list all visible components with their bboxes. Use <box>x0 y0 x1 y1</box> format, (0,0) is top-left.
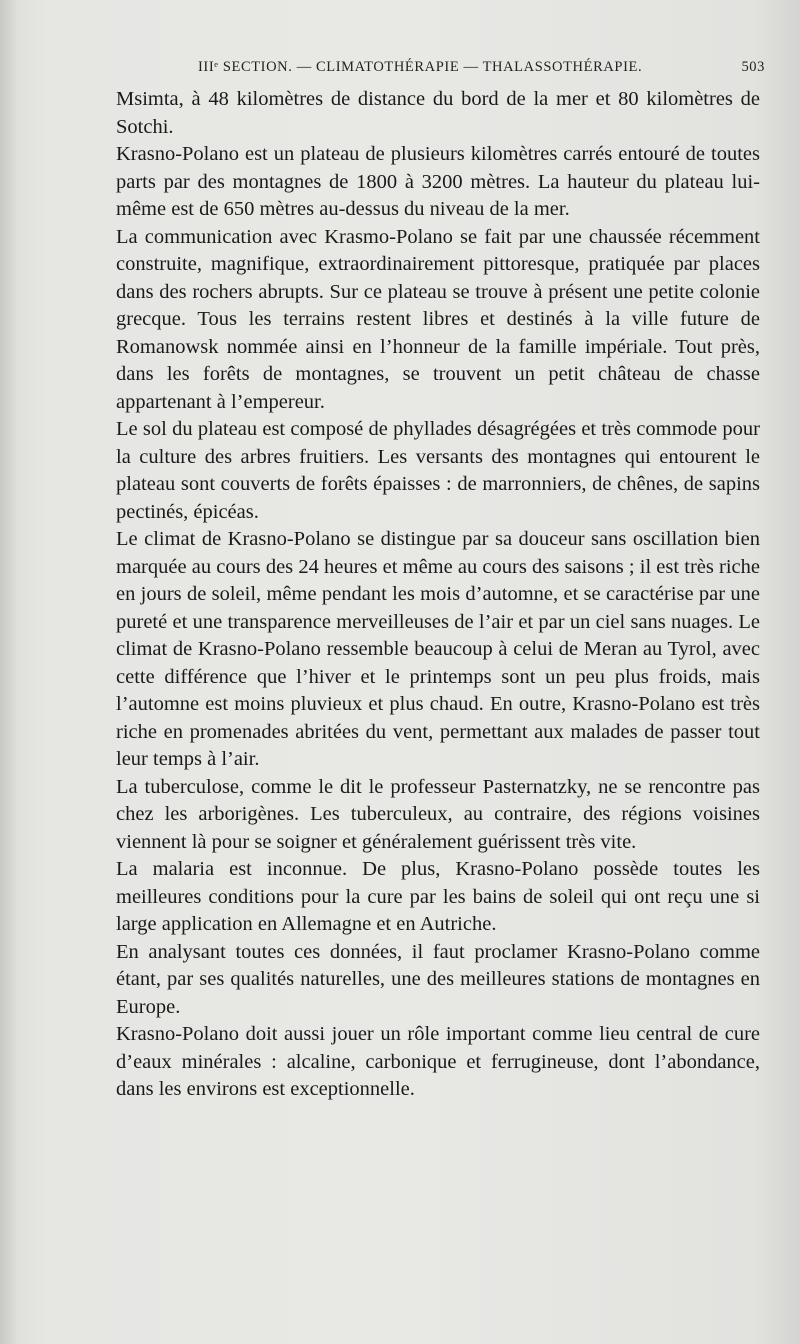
paragraph: La communication avec Krasmo-Polano se fait par une chaussée récemment construite, magnifique, extraordinairement pittoresque, pratiquée par places dans des rochers abrupts. Sur ce plateau se trouve à présent une petite colonie grecque. Tous les terrains restent libres et destinés à la ville future de Romanowsk nommée ainsi en l’honneur de la famille impériale. Tout près, dans les forêts de montagnes, se trouvent un petit château de chasse appartenant à l’empereur. <box>116 225 760 413</box>
paragraph: En analysant toutes ces données, il faut proclamer Krasno-Polano comme étant, par ses qualités naturelles, une des meilleures stations de montagnes en Europe. <box>116 940 760 1018</box>
paragraph: Krasno-Polano est un plateau de plusieurs kilomètres carrés entouré de toutes parts par des montagnes de 1800 à 3200 mètres. La hauteur du plateau lui-même est de 650 mètres au-dessus du niveau de la mer. <box>116 143 760 220</box>
paragraph: La malaria est inconnue. De plus, Krasno-Polano possède toutes les meilleures conditions pour la cure par les bains de soleil qui ont reçu une si large application en Allemagne et en Autriche. <box>116 858 760 935</box>
page-edge-shadow <box>0 0 18 1344</box>
running-title: IIIᵉ SECTION. — CLIMATOTHÉRAPIE — THALASSOTHÉRAPIE. <box>198 59 643 75</box>
paragraph: Le sol du plateau est composé de phyllades désagrégées et très commode pour la culture des arbres fruitiers. Les versants des montagnes qui entourent le plateau sont couverts de forêts épaisses : de marronniers, de chênes, de sapins pectinés, épicéas. <box>116 418 760 523</box>
paragraph: Msimta, à 48 kilomètres de distance du bord de la mer et 80 kilomètres de Sotchi. <box>116 88 760 138</box>
paragraph: Krasno-Polano doit aussi jouer un rôle important comme lieu central de cure d’eaux minérales : alcaline, carbonique et ferrugineuse, dont l’abondance, dans les environs est exceptionnelle. <box>116 1023 760 1100</box>
paragraph: La tuberculose, comme le dit le professeur Pasternatzky, ne se rencontre pas chez les arborigènes. Les tuberculeux, au contraire, des régions voisines viennent là pour se soigner et généralement guérissent très vite. <box>116 775 760 853</box>
body-text <box>116 86 760 1104</box>
page-number: 503 <box>741 59 765 75</box>
running-header <box>120 59 765 83</box>
paragraph: Le climat de Krasno-Polano se distingue par sa douceur sans oscillation bien marquée au cours des 24 heures et même au cours des saisons ; il est très riche en jours de soleil, même pendant les mois d’automne, et se caractérise par une pureté et une transparence merveilleuses de l’air et par un ciel sans nuages. Le climat de Krasno-Polano ressemble beaucoup à celui de Meran au Tyrol, avec cette différence que l’hiver et le printemps sont un peu plus froids, mais l’automne est moins pluvieux et plus chaud. En outre, Krasno-Polano est très riche en promenades abritées du vent, permettant aux malades de passer tout leur temps à l’air. <box>116 528 760 770</box>
